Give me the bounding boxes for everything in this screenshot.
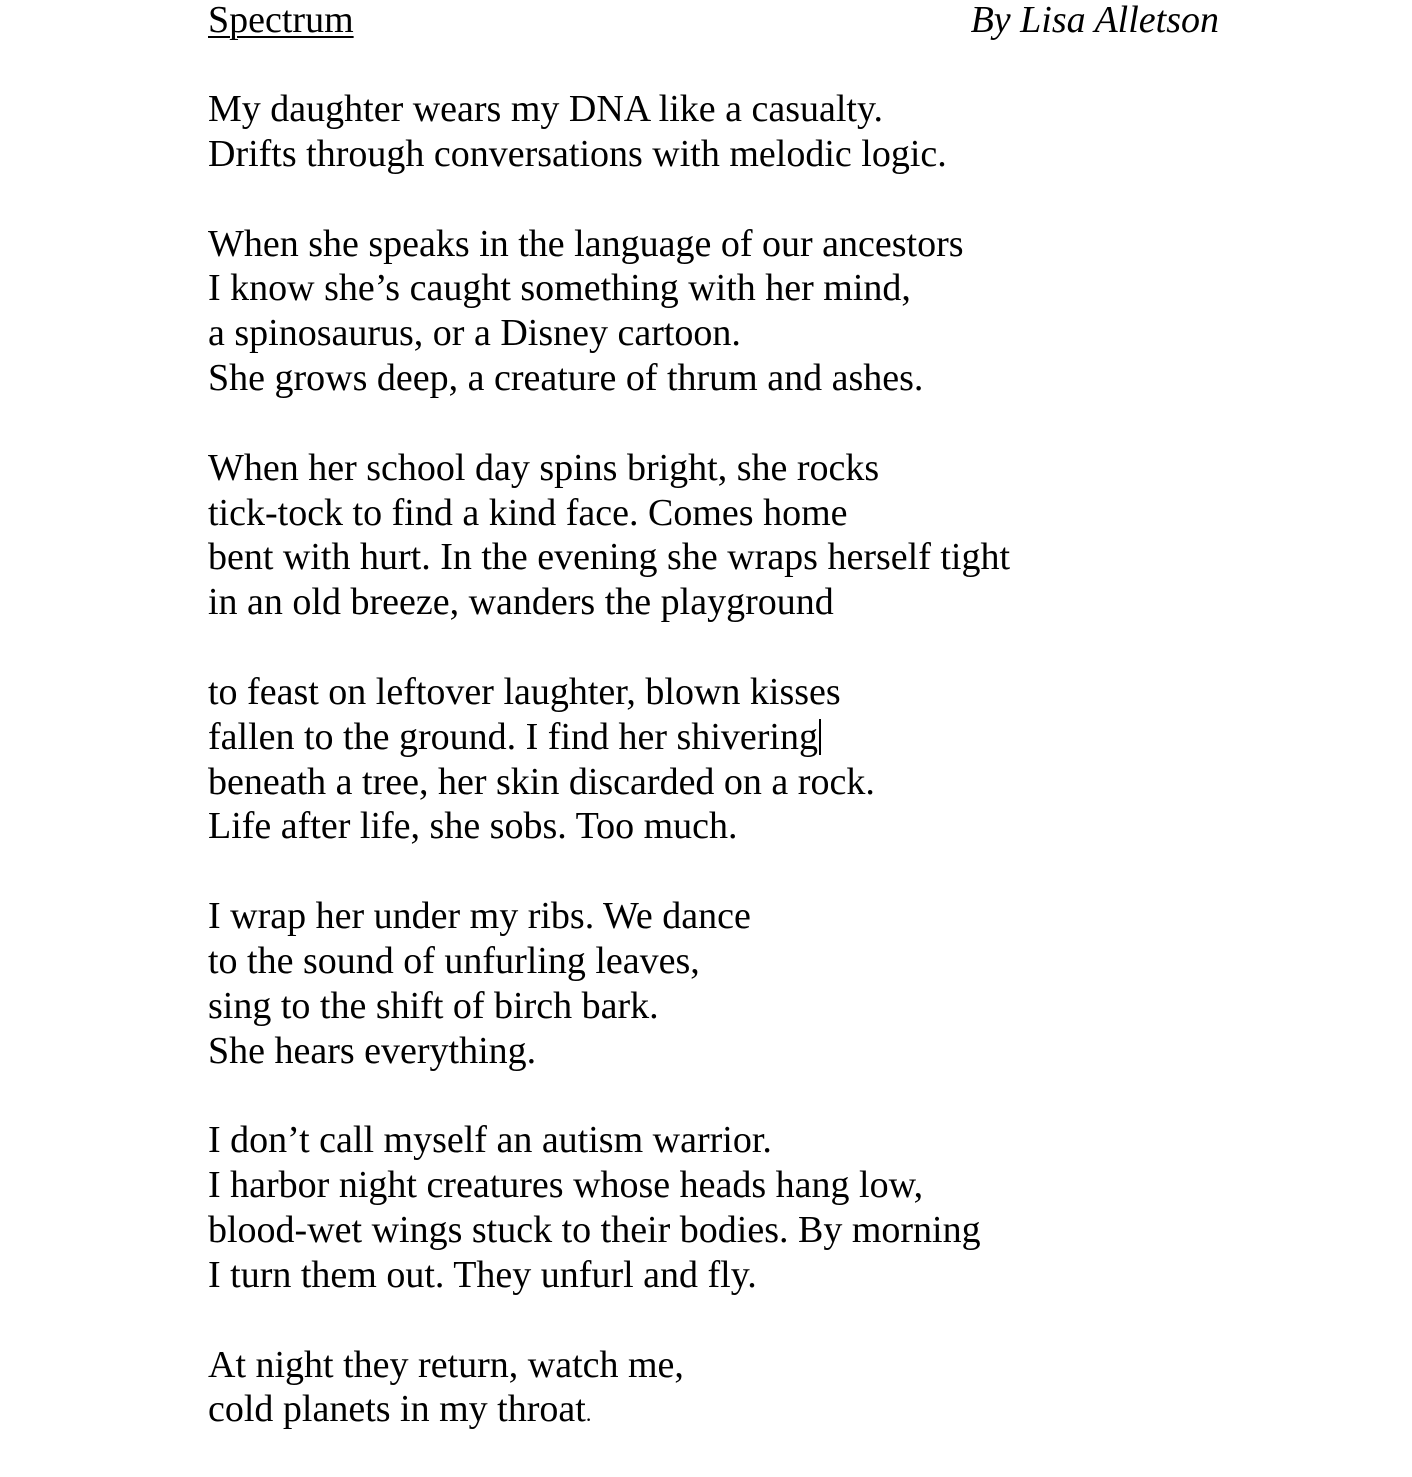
poem-line: When her school day spins bright, she rocks — [208, 446, 880, 489]
poem-line: She grows deep, a creature of thrum and ashes. — [208, 356, 924, 399]
stanza — [208, 446, 1308, 625]
poem-line: I harbor night creatures whose heads hang low, — [208, 1164, 924, 1207]
poem-line: to feast on leftover laughter, blown kisses — [208, 670, 841, 713]
poem-line-text: cold planets in my throat — [208, 1388, 586, 1431]
poem-line-text: fallen to the ground. I find her shivering — [208, 715, 818, 758]
poem-line: blood-wet wings stuck to their bodies. By morning — [208, 1208, 981, 1251]
poem-line: I wrap her under my ribs. We dance — [208, 895, 751, 938]
stanza — [208, 222, 1308, 401]
stanza — [208, 894, 1308, 1073]
poem-line: sing to the shift of birch bark. — [208, 984, 659, 1027]
final-period: . — [585, 1401, 592, 1427]
poem-line: Drifts through conversations with melodic logic. — [208, 132, 947, 175]
poem-title: Spectrum — [208, 0, 354, 41]
poem-line: I know she’s caught something with her mind, — [208, 267, 911, 310]
poem-line — [208, 1387, 1308, 1432]
poem-line: a spinosaurus, or a Disney cartoon. — [208, 312, 741, 355]
stanza — [208, 670, 1308, 849]
poem-line-with-cursor[interactable] — [208, 715, 1308, 760]
poem-line: When she speaks in the language of our ancestors — [208, 222, 964, 265]
poem-line: My daughter wears my DNA like a casualty. — [208, 88, 884, 130]
poem-line: She hears everything. — [208, 1029, 537, 1072]
poem-line: bent with hurt. In the evening she wraps herself tight — [208, 536, 1011, 579]
stanza — [208, 1343, 1308, 1433]
stanza — [208, 1118, 1308, 1297]
poem-line: Life after life, she sobs. Too much. — [208, 805, 738, 848]
poem-line: I don’t call myself an autism warrior. — [208, 1119, 772, 1162]
poem-line: I turn them out. They unfurl and fly. — [208, 1253, 757, 1296]
poem-line: beneath a tree, her skin discarded on a rock. — [208, 760, 875, 803]
stanza — [208, 87, 1308, 177]
poem-line: in an old breeze, wanders the playground — [208, 581, 834, 624]
text-cursor — [819, 719, 821, 755]
poem-body — [208, 87, 1308, 1477]
author-byline: By Lisa Alletson — [970, 0, 1219, 41]
poem-line: to the sound of unfurling leaves, — [208, 939, 700, 982]
poem-line: tick-tock to find a kind face. Comes home — [208, 491, 848, 534]
poem-line: At night they return, watch me, — [208, 1343, 684, 1386]
